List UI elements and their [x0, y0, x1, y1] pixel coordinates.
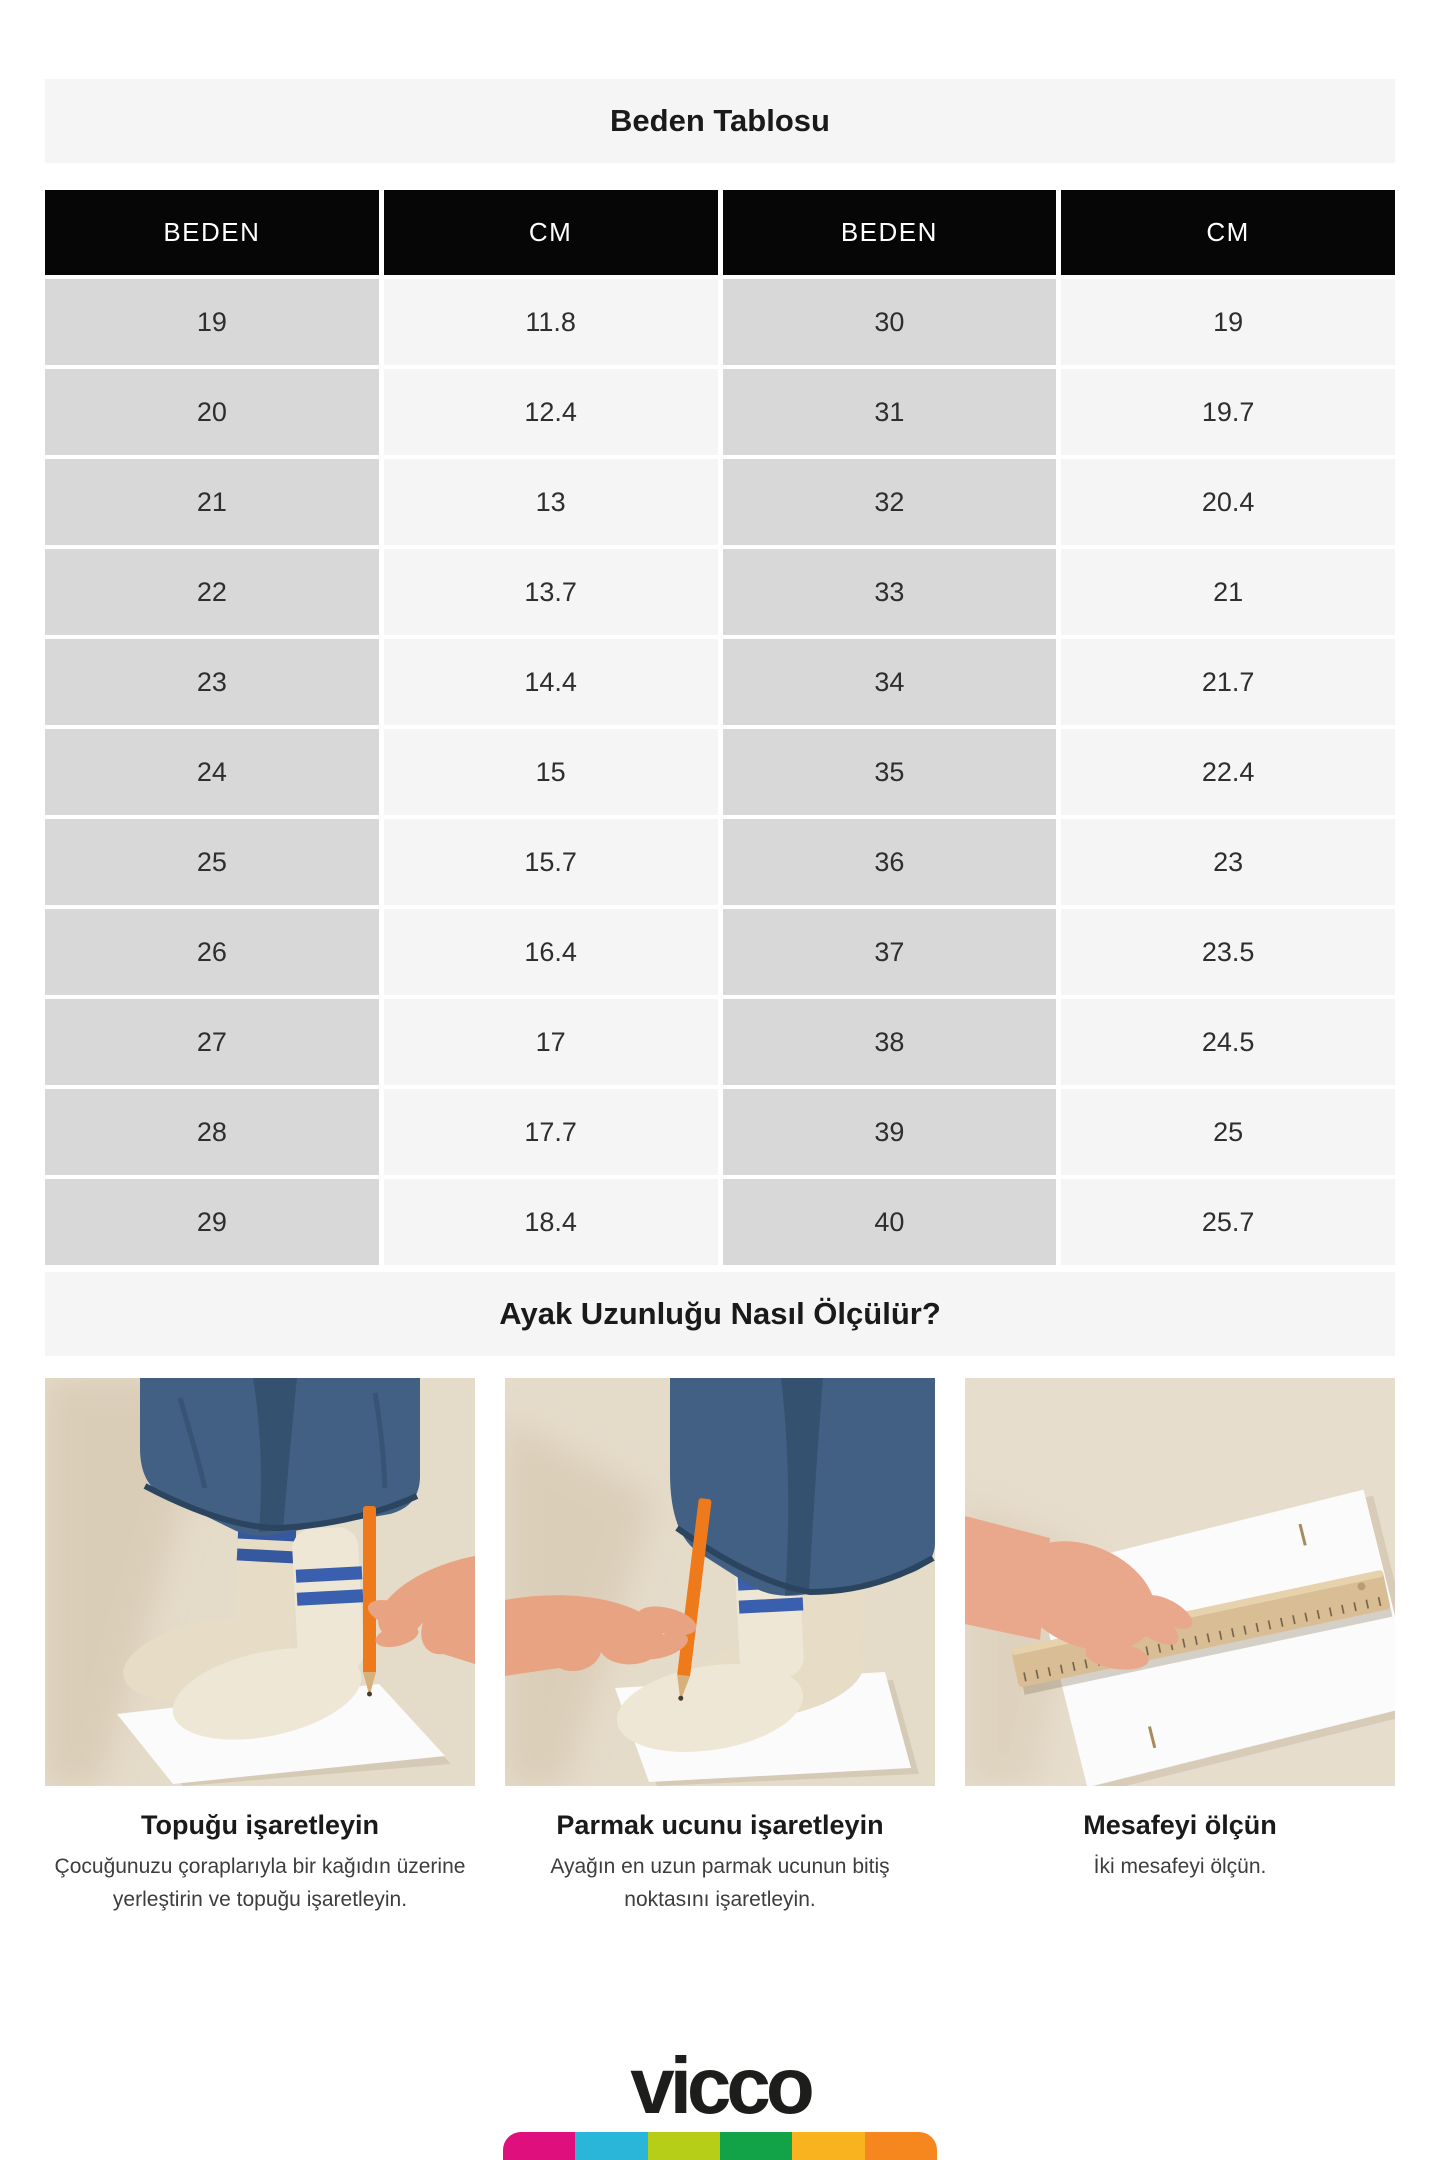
cm-cell: 24.5 [1061, 999, 1395, 1085]
size-table-row [45, 1089, 1395, 1175]
colorbar-segment [503, 2132, 575, 2160]
step-description: İki mesafeyi ölçün. [1093, 1855, 1267, 1878]
size-cell: 33 [723, 549, 1057, 635]
measure-distance-photo [965, 1378, 1395, 1786]
step-mark-toe [505, 1378, 935, 1916]
cm-cell: 17 [384, 999, 718, 1085]
cm-cell: 20.4 [1061, 459, 1395, 545]
size-table-title-band [45, 79, 1395, 163]
cm-cell: 23 [1061, 819, 1395, 905]
cm-cell: 19.7 [1061, 369, 1395, 455]
size-cell: 29 [45, 1179, 379, 1265]
size-table-row [45, 459, 1395, 545]
size-cell: 30 [723, 279, 1057, 365]
step-title: Parmak ucunu işaretleyin [556, 1810, 884, 1840]
size-cell: 38 [723, 999, 1057, 1085]
size-cell: 39 [723, 1089, 1057, 1175]
size-cell: 20 [45, 369, 379, 455]
cm-cell: 17.7 [384, 1089, 718, 1175]
step-description: Çocuğunuzu çoraplarıyla bir kağıdın üzerine yerleştirin ve topuğu işaretleyin. [54, 1855, 466, 1911]
size-cell: 32 [723, 459, 1057, 545]
cm-cell: 25.7 [1061, 1179, 1395, 1265]
step-description: Ayağın en uzun parmak ucunun bitiş noktasını işaretleyin. [550, 1855, 890, 1911]
cm-cell: 15 [384, 729, 718, 815]
cm-cell: 13 [384, 459, 718, 545]
mark-heel-photo [45, 1378, 475, 1786]
cm-cell: 18.4 [384, 1179, 718, 1265]
size-table-head [45, 190, 1395, 275]
size-cell: 21 [45, 459, 379, 545]
size-cell: 31 [723, 369, 1057, 455]
size-table-row [45, 639, 1395, 725]
size-table-row [45, 1179, 1395, 1265]
size-cell: 22 [45, 549, 379, 635]
cm-cell: 15.7 [384, 819, 718, 905]
cm-cell: 21 [1061, 549, 1395, 635]
colorbar-segment [865, 2132, 937, 2160]
step-title: Topuğu işaretleyin [140, 1810, 380, 1840]
size-table-header-row [45, 190, 1395, 275]
colorbar-segment [575, 2132, 647, 2160]
size-table-row [45, 999, 1395, 1085]
colorbar-segment [648, 2132, 720, 2160]
how-to-title: Ayak Uzunluğu Nasıl Ölçülür? [499, 1296, 941, 1331]
cm-cell: 13.7 [384, 549, 718, 635]
cm-cell: 22.4 [1061, 729, 1395, 815]
size-cell: 19 [45, 279, 379, 365]
size-cell: 27 [45, 999, 379, 1085]
step-measure-distance [965, 1378, 1395, 1916]
size-cell: 40 [723, 1179, 1057, 1265]
cm-cell: 16.4 [384, 909, 718, 995]
size-cell: 28 [45, 1089, 379, 1175]
size-cell: 23 [45, 639, 379, 725]
vicco-logo: vicco [630, 2041, 810, 2130]
size-table [40, 186, 1400, 1269]
size-table-row [45, 279, 1395, 365]
header-beden-left: BEDEN [45, 190, 379, 275]
size-table-row [45, 549, 1395, 635]
step-title: Mesafeyi ölçün [1083, 1810, 1277, 1840]
size-table-row [45, 729, 1395, 815]
cm-cell: 23.5 [1061, 909, 1395, 995]
size-cell: 37 [723, 909, 1057, 995]
cm-cell: 11.8 [384, 279, 718, 365]
size-cell: 36 [723, 819, 1057, 905]
colorbar-segment [720, 2132, 792, 2160]
cm-cell: 21.7 [1061, 639, 1395, 725]
size-table-row [45, 819, 1395, 905]
step-mark-heel [45, 1378, 475, 1916]
size-cell: 34 [723, 639, 1057, 725]
size-cell: 25 [45, 819, 379, 905]
header-cm-left: CM [384, 190, 718, 275]
size-table-title: Beden Tablosu [610, 103, 830, 138]
size-table-row [45, 909, 1395, 995]
cm-cell: 14.4 [384, 639, 718, 725]
how-to-steps [45, 1378, 1395, 1916]
size-table-row [45, 369, 1395, 455]
brand-colorbar [503, 2132, 937, 2160]
header-cm-right: CM [1061, 190, 1395, 275]
cm-cell: 19 [1061, 279, 1395, 365]
mark-toe-photo [505, 1378, 935, 1786]
size-cell: 26 [45, 909, 379, 995]
how-to-title-band [45, 1272, 1395, 1356]
size-table-body [45, 279, 1395, 1265]
size-cell: 35 [723, 729, 1057, 815]
cm-cell: 25 [1061, 1089, 1395, 1175]
size-cell: 24 [45, 729, 379, 815]
colorbar-segment [792, 2132, 864, 2160]
cm-cell: 12.4 [384, 369, 718, 455]
header-beden-right: BEDEN [723, 190, 1057, 275]
